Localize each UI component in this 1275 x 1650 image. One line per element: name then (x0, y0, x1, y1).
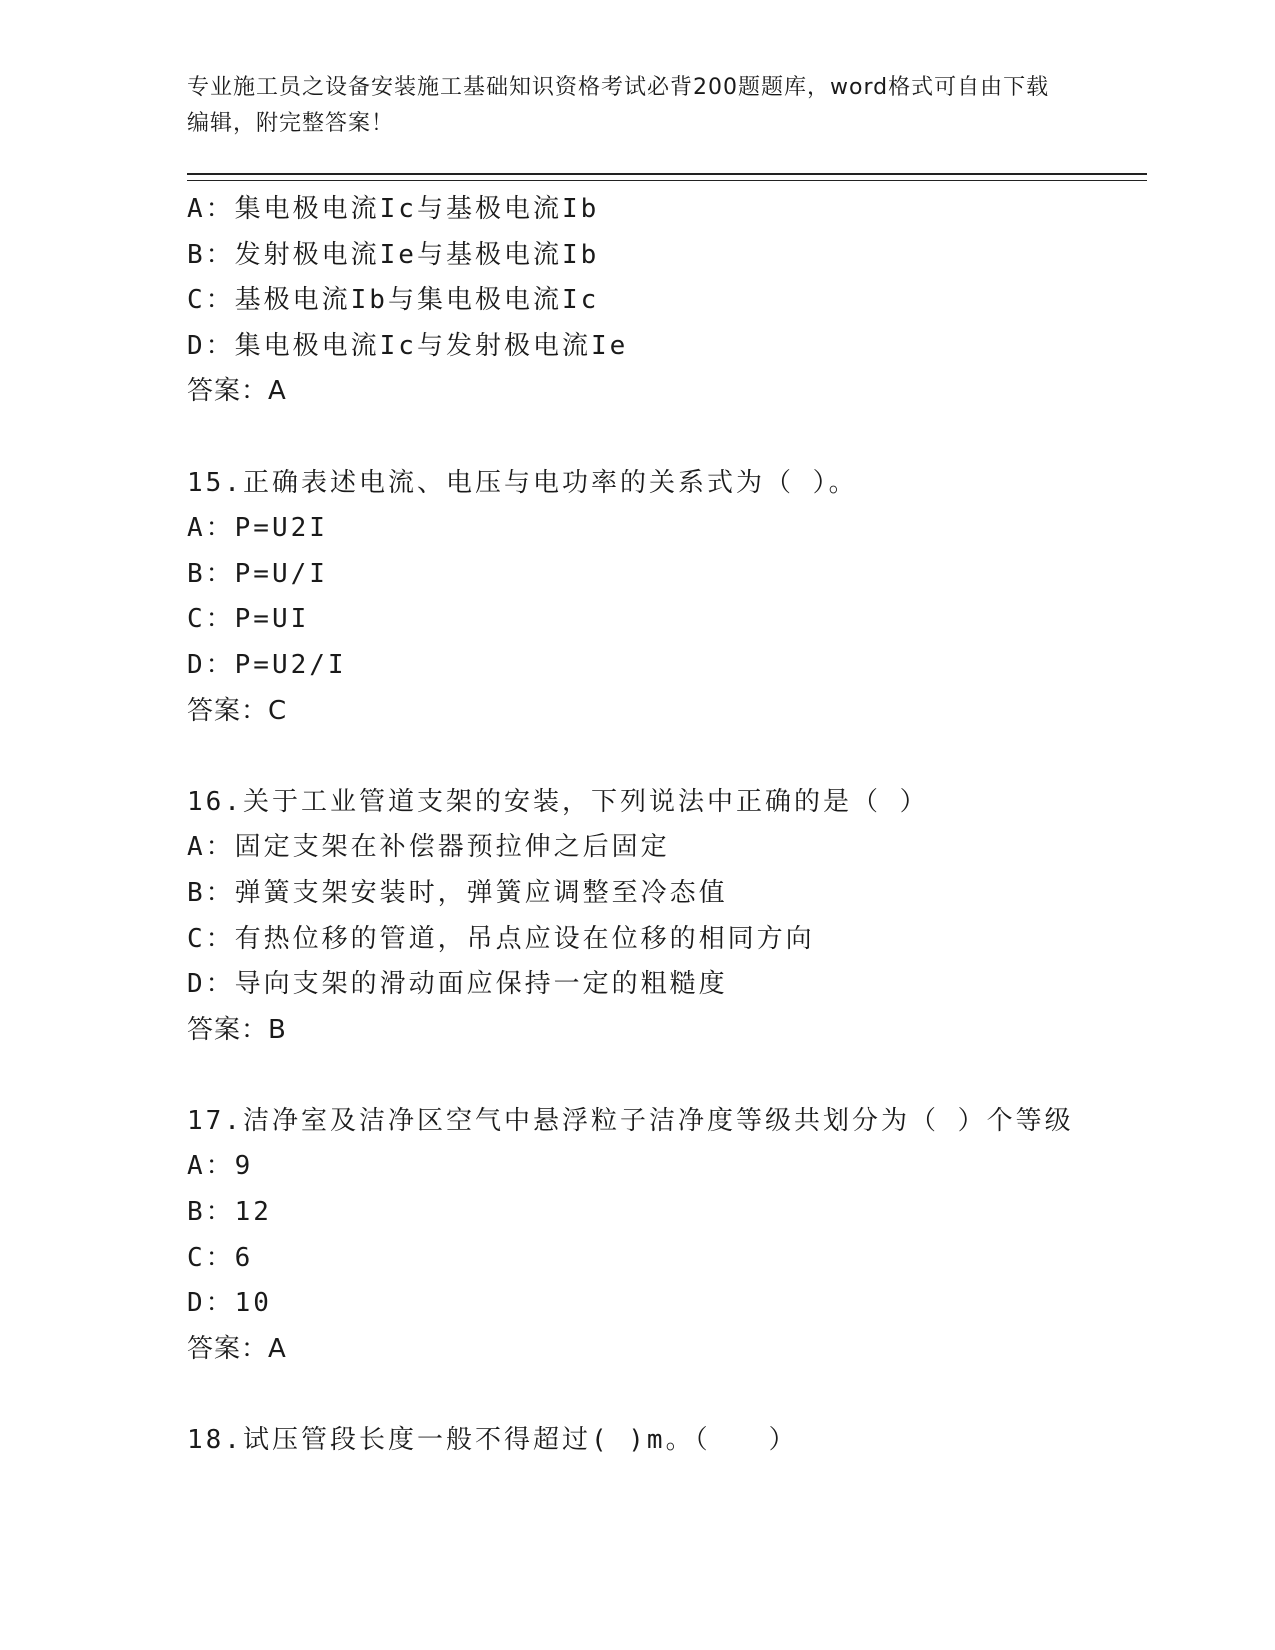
header-divider (187, 173, 1147, 181)
question-text: 16.关于工业管道支架的安装，下列说法中正确的是（ ） (187, 786, 929, 817)
option-b: B：P=U/I (187, 558, 328, 589)
document-page (187, 70, 1147, 1464)
option-c: C：6 (187, 1242, 254, 1273)
answer-line: 答案：A (187, 376, 287, 407)
option-a: A：固定支架在补偿器预拉伸之后固定 (187, 832, 670, 863)
option-b: B：弹簧支架安装时，弹簧应调整至冷态值 (187, 877, 728, 908)
option-a: A：集电极电流Ic与基极电流Ib (187, 194, 600, 224)
question-block (187, 1418, 1147, 1464)
option-b: B：12 (187, 1197, 272, 1228)
option-d: D：10 (187, 1288, 272, 1319)
block-spacer (187, 1053, 1147, 1099)
option-c: C：有热位移的管道，吊点应设在位移的相同方向 (187, 923, 815, 954)
question-block (187, 461, 1147, 735)
question-text: 18.试压管段长度一般不得超过( )m。（ ） (187, 1425, 798, 1456)
question-text: 15.正确表述电流、电压与电功率的关系式为（ ）。 (187, 467, 858, 498)
option-c: C：P=UI (187, 604, 310, 635)
question-text: 17.洁净室及洁净区空气中悬浮粒子洁净度等级共划分为（ ）个等级 (187, 1105, 1074, 1136)
answer-line: 答案：C (187, 695, 288, 726)
answer-line: 答案：A (187, 1333, 287, 1364)
option-d: D：导向支架的滑动面应保持一定的粗糙度 (187, 969, 728, 1000)
block-spacer (187, 1372, 1147, 1418)
block-spacer (187, 734, 1147, 780)
question-block (187, 1099, 1147, 1373)
answer-line: 答案：B (187, 1014, 287, 1045)
question-block (187, 780, 1147, 1054)
block-spacer (187, 415, 1147, 461)
option-a: A：P=U2I (187, 513, 328, 544)
option-d: D：集电极电流Ic与发射极电流Ie (187, 330, 629, 361)
option-a: A：9 (187, 1151, 254, 1182)
option-b: B：发射极电流Ie与基极电流Ib (187, 239, 600, 270)
document-header: 专业施工员之设备安装施工基础知识资格考试必背200题题库，word格式可自由下载编辑，附完整答案！ (187, 75, 1050, 136)
option-d: D：P=U2/I (187, 649, 347, 680)
option-c: C：基极电流Ib与集电极电流Ic (187, 285, 600, 316)
question-block (187, 187, 1147, 415)
